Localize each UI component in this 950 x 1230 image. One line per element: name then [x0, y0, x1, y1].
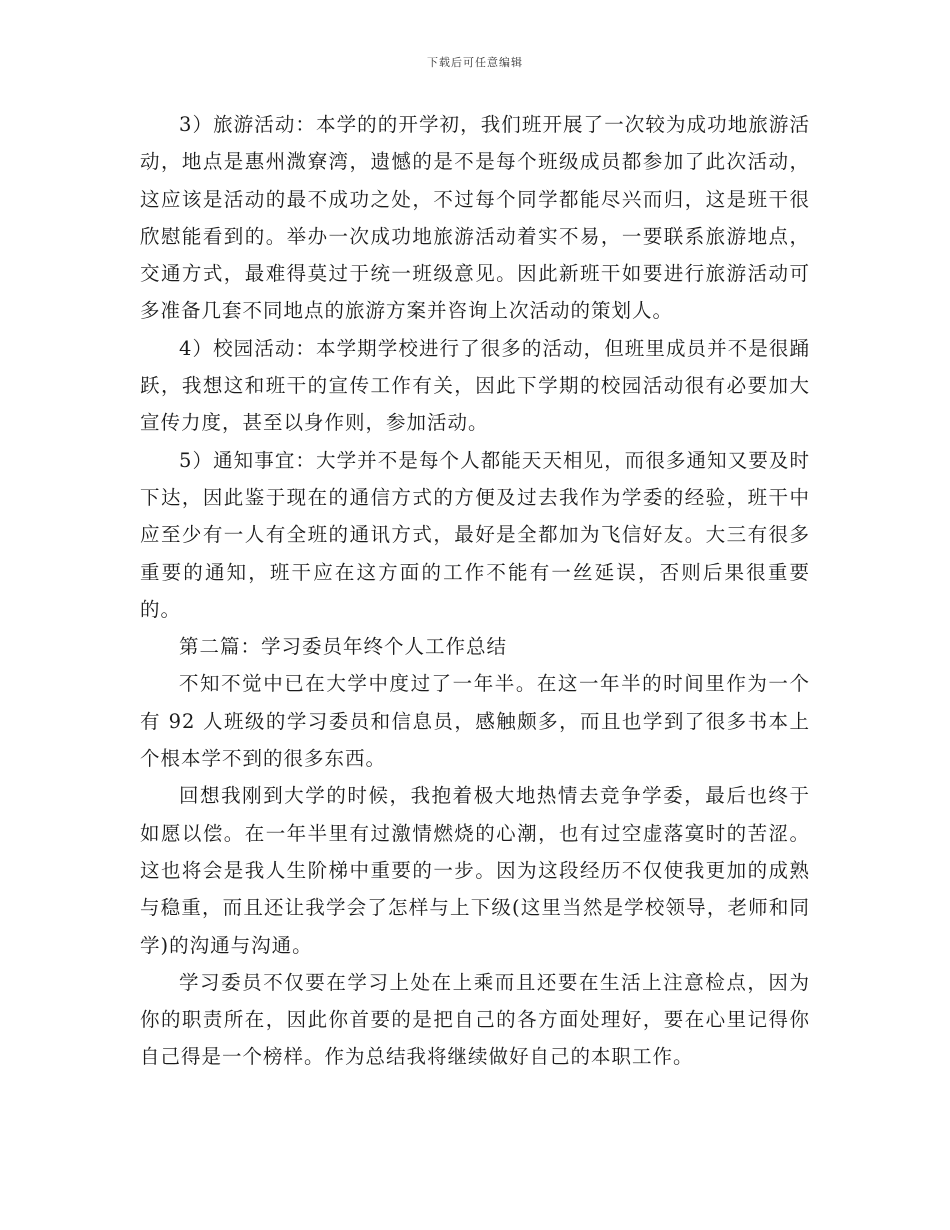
- section-heading-second-article: 第二篇：学习委员年终个人工作总结: [179, 635, 508, 659]
- paragraph-travel-activity: 3）旅游活动：本学的的开学初，我们班开展了一次较为成功地旅游活动，地点是惠州溦寮湾，遗憾的是不是每个班级成员都参加了此次活动，这应该是活动的最不成功之处，不过每个同学都能尽兴而归，这是班干很欣慰能看到的。举办一次成功地旅游活动着实不易，一要联系旅游地点，交通方式，最难得莫过于统一班级意见。因此新班干如要进行旅游活动可多准备几套不同地点的旅游方案并咨询上次活动的策划人。: [140, 113, 810, 323]
- page-header-note: 下载后可任意编辑: [427, 56, 523, 69]
- document-body: [140, 106, 810, 1076]
- paragraph-role-duties: 学习委员不仅要在学习上处在上乘而且还要在生活上注意检点，因为你的职责所在，因此你首要的是把自己的各方面处理好，要在心里记得你自己得是一个榜样。作为总结我将继续做好自己的本职工作。: [140, 970, 810, 1069]
- paragraph-intro: 不知不觉中已在大学中度过了一年半。在这一年半的时间里作为一个有 92 人班级的学习委员和信息员，感触颇多，而且也学到了很多书本上个根本学不到的很多东西。: [140, 672, 810, 771]
- paragraph-campus-activity: 4）校园活动：本学期学校进行了很多的活动，但班里成员并不是很踊跃，我想这和班干的宣传工作有关，因此下学期的校园活动很有必要加大宣传力度，甚至以身作则，参加活动。: [140, 336, 810, 435]
- paragraph-recollection: 回想我刚到大学的时候，我抱着极大地热情去竞争学委，最后也终于如愿以偿。在一年半里有过激情燃烧的心潮，也有过空虚落寞时的苦涩。这也将会是我人生阶梯中重要的一步。因为这段经历不仅使我更加的成熟与稳重，而且还让我学会了怎样与上下级(这里当然是学校领导，老师和同学)的沟通与沟通。: [140, 784, 810, 957]
- paragraph-notification-matters: 5）通知事宜：大学并不是每个人都能天天相见，而很多通知又要及时下达，因此鉴于现在的通信方式的方便及过去我作为学委的经验，班干中应至少有一人有全班的通讯方式，最好是全都加为飞信好友。大三有很多重要的通知，班干应在这方面的工作不能有一丝延误，否则后果很重要的。: [140, 448, 810, 621]
